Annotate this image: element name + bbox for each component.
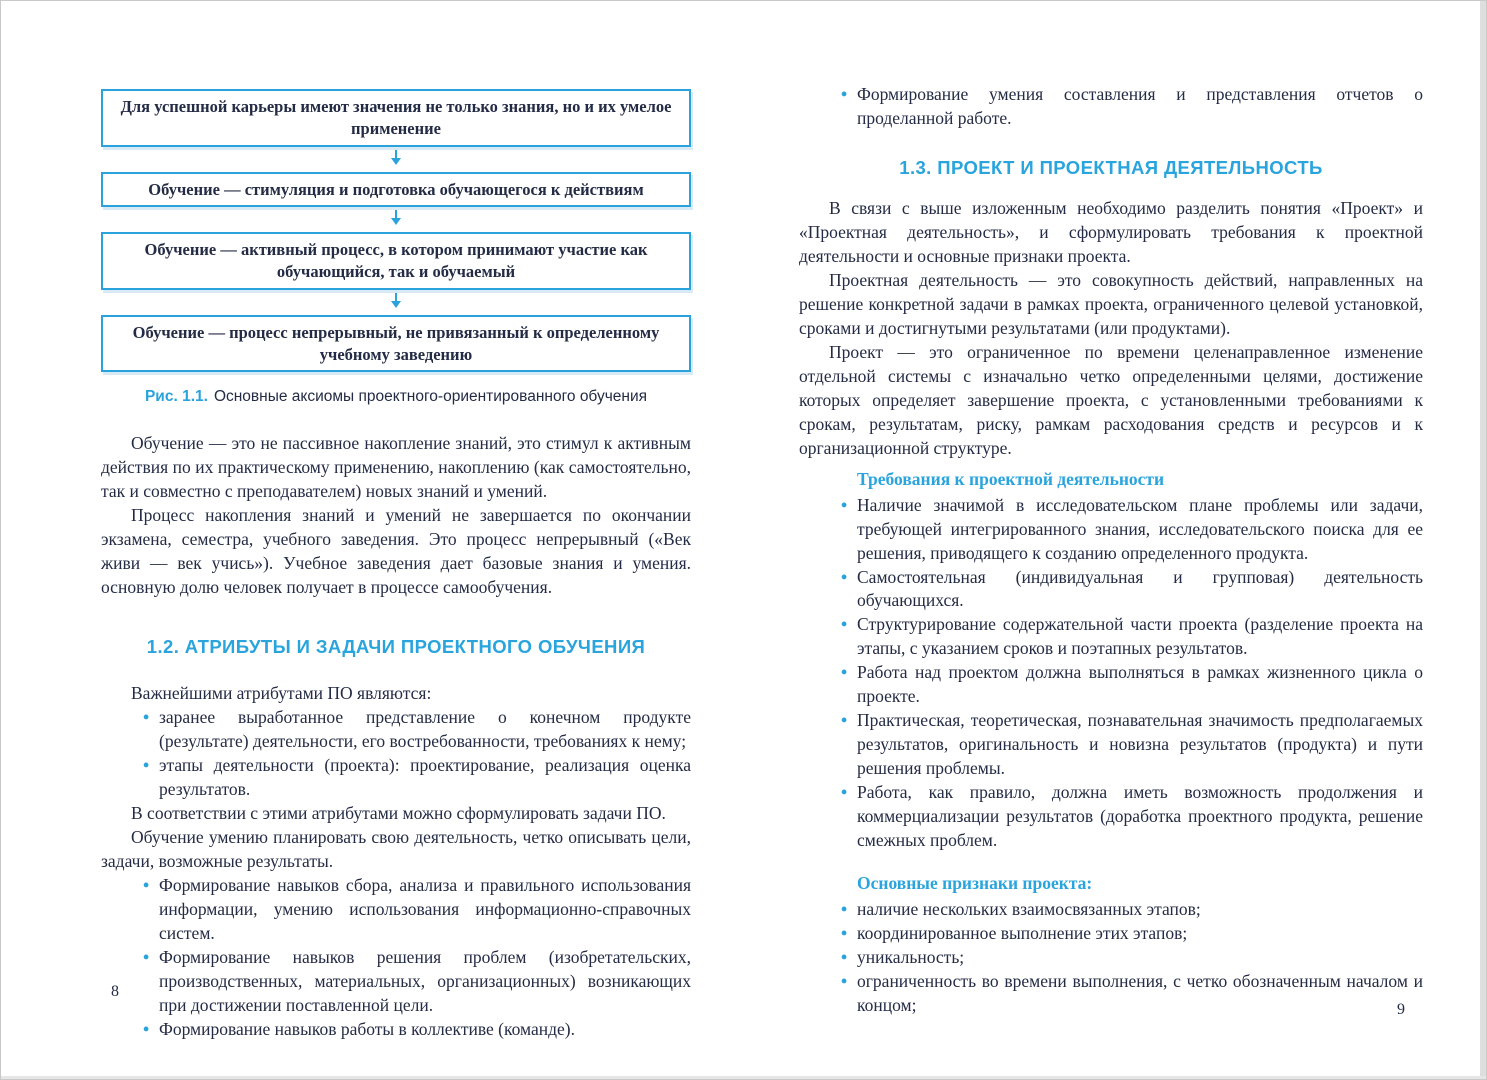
list-item xyxy=(857,970,1423,1018)
list-item-text: Формирование навыков решения проблем (изобретательских, производственных, материальных, организационных) возникающих при достижении поставленной цели. xyxy=(159,946,691,1015)
features-list xyxy=(799,898,1423,1018)
list-item xyxy=(159,1018,691,1042)
bullet-icon xyxy=(841,566,847,590)
list-item xyxy=(159,946,691,1018)
list-item xyxy=(857,613,1423,661)
bullet-icon xyxy=(841,922,847,946)
carryover-list xyxy=(799,83,1423,131)
list-item xyxy=(857,781,1423,853)
left-page xyxy=(101,89,691,1042)
bullet-icon xyxy=(143,1018,149,1042)
list-item xyxy=(857,898,1423,922)
flowchart-box-2: Обучение — стимуляция и подготовка обучающегося к действиям xyxy=(101,172,691,208)
scan-edge xyxy=(1480,1,1486,1079)
flowchart-box-4: Обучение — процесс непрерывный, не привязанный к определенному учебному заведению xyxy=(101,315,691,373)
list-item xyxy=(857,709,1423,781)
list-item-text: Самостоятельная (индивидуальная и групповая) деятельность обучающихся. xyxy=(857,566,1423,611)
paragraph: Обучение умению планировать свою деятельность, четко описывать цели, задачи, возможные результаты. xyxy=(101,826,691,871)
bullet-icon xyxy=(841,613,847,637)
list-item xyxy=(159,874,691,946)
list-item-text: Формирование навыков сбора, анализа и правильного использования информации, умению использования информационно-справочных систем. xyxy=(159,874,691,943)
list-item-text: Структурирование содержательной части проекта (разделение проекта на этапы, с указанием сроков и поэтапных результатов. xyxy=(857,614,1423,659)
tasks-list xyxy=(101,874,691,1042)
bullet-icon xyxy=(841,781,847,805)
list-item-text: этапы деятельности (проекта): проектирование, реализация оценка результатов. xyxy=(159,755,691,800)
right-page xyxy=(799,83,1423,1018)
list-item-text: уникальность; xyxy=(857,947,965,968)
list-item xyxy=(857,946,1423,970)
list-item-text: Практическая, теоретическая, познавательная значимость предполагаемых результатов, оригинальность и новизна результатов (продукта) и пути решения проблемы. xyxy=(857,710,1423,779)
bullet-icon xyxy=(841,709,847,733)
flowchart-box-3: Обучение — активный процесс, в котором принимают участие как обучающийся, так и обучаемый xyxy=(101,232,691,290)
attributes-list xyxy=(101,706,691,802)
figure-caption xyxy=(101,388,691,406)
bullet-icon xyxy=(143,706,149,730)
list-item-text: Формирование умения составления и представления отчетов о проделанной работе. xyxy=(857,84,1423,128)
requirements-list xyxy=(799,494,1423,854)
flowchart-box-1: Для успешной карьеры имеют значения не только знания, но и их умелое применение xyxy=(101,89,691,147)
bullet-icon xyxy=(143,874,149,898)
section-heading-1-3: 1.3. ПРОЕКТ И ПРОЕКТНАЯ ДЕЯТЕЛЬНОСТЬ xyxy=(899,156,1323,178)
list-item-text: Наличие значимой в исследовательском плане проблемы или задачи, требующей интегрированного знания, исследовательского поиска для ее решения, приводящего к созданию определенного продукта. xyxy=(857,494,1423,563)
flowchart-figure xyxy=(101,89,691,406)
list-item xyxy=(857,494,1423,566)
scan-edge xyxy=(1,1076,1486,1079)
bullet-icon xyxy=(841,494,847,518)
list-item-text: Работа над проектом должна выполняться в рамках жизненного цикла о проекте. xyxy=(857,662,1423,707)
paragraph: Проект — это ограниченное по времени целенаправленное изменение отдельной системы с изначально четко определенными целями, достижение которых определяет завершение проекта, с установленными требованиями к срокам, результатам, риску, рамкам расходования средств и ресурсов и к организационной структуре. xyxy=(799,341,1423,458)
left-page-number: 8 xyxy=(111,983,119,1000)
bullet-icon xyxy=(143,754,149,778)
right-page-number: 9 xyxy=(1397,1001,1405,1018)
list-item xyxy=(159,754,691,802)
bullet-icon xyxy=(841,661,847,685)
list-item xyxy=(857,661,1423,709)
figure-caption-label: Рис. 1.1. xyxy=(144,388,208,406)
list-item-text: Работа, как правило, должна иметь возможность продолжения и коммерциализации результатов (доработка проектного продукта, решение смежных проблем. xyxy=(857,782,1423,851)
list-item-text: Формирование навыков работы в коллективе (команде). xyxy=(159,1018,575,1039)
list-item xyxy=(857,566,1423,614)
bullet-icon xyxy=(841,83,847,107)
list-item xyxy=(857,922,1423,946)
paragraph: Проектная деятельность — это совокупность действий, направленных на решение конкретной задачи в рамках проекта, ограниченного целевой установкой, сроками и достигнутыми результатами (или продуктами). xyxy=(799,269,1423,338)
paragraph: В связи с выше изложенным необходимо разделить понятия «Проект» и «Проектная деятельность», и сформулировать требования к проектной деятельности и основные признаки проекта. xyxy=(799,197,1423,266)
list-item-text: координированное выполнение этих этапов; xyxy=(857,923,1188,944)
paragraph: Процесс накопления знаний и умений не завершается по окончании экзамена, семестра, учебного заведения. Это процесс непрерывный («Век живи — век учись»). Учебное заведения дает базовые знания и умения. основную долю человек получает в процессе самообучения. xyxy=(101,505,691,598)
bullet-icon xyxy=(841,898,847,922)
figure-caption-text: Основные аксиомы проектного-ориентированного обучения xyxy=(213,388,648,406)
list-item-text: наличие нескольких взаимосвязанных этапов; xyxy=(857,899,1201,920)
bullet-icon xyxy=(841,946,847,970)
flow-arrow-icon xyxy=(395,150,397,159)
section-heading-1-2: 1.2. АТРИБУТЫ И ЗАДАЧИ ПРОЕКТНОГО ОБУЧЕНИЯ xyxy=(146,636,646,658)
flow-arrow-icon xyxy=(395,293,397,302)
bullet-icon xyxy=(841,970,847,994)
paragraph: В соответствии с этими атрибутами можно сформулировать задачи ПО. xyxy=(131,802,666,823)
list-item xyxy=(159,706,691,754)
list-item-text: ограниченность во времени выполнения, с четко обозначенным началом и концом; xyxy=(857,971,1423,1015)
paragraph: Важнейшими атрибутами ПО являются: xyxy=(131,683,432,704)
bullet-icon xyxy=(143,946,149,970)
features-subheading: Основные признаки проекта: xyxy=(857,873,1093,894)
flow-arrow-icon xyxy=(395,210,397,219)
list-item xyxy=(857,83,1423,131)
paragraph: Обучение — это не пассивное накопление знаний, это стимул к активным действия по их практическому применению, накоплению (как самостоятельно, так и совместно с преподавателем) новых знаний и умений. xyxy=(101,433,691,502)
list-item-text: заранее выработанное представление о конечном продукте (результате) деятельности, его востребованности, требованиях к нему; xyxy=(159,707,691,752)
requirements-subheading: Требования к проектной деятельности xyxy=(857,468,1165,489)
